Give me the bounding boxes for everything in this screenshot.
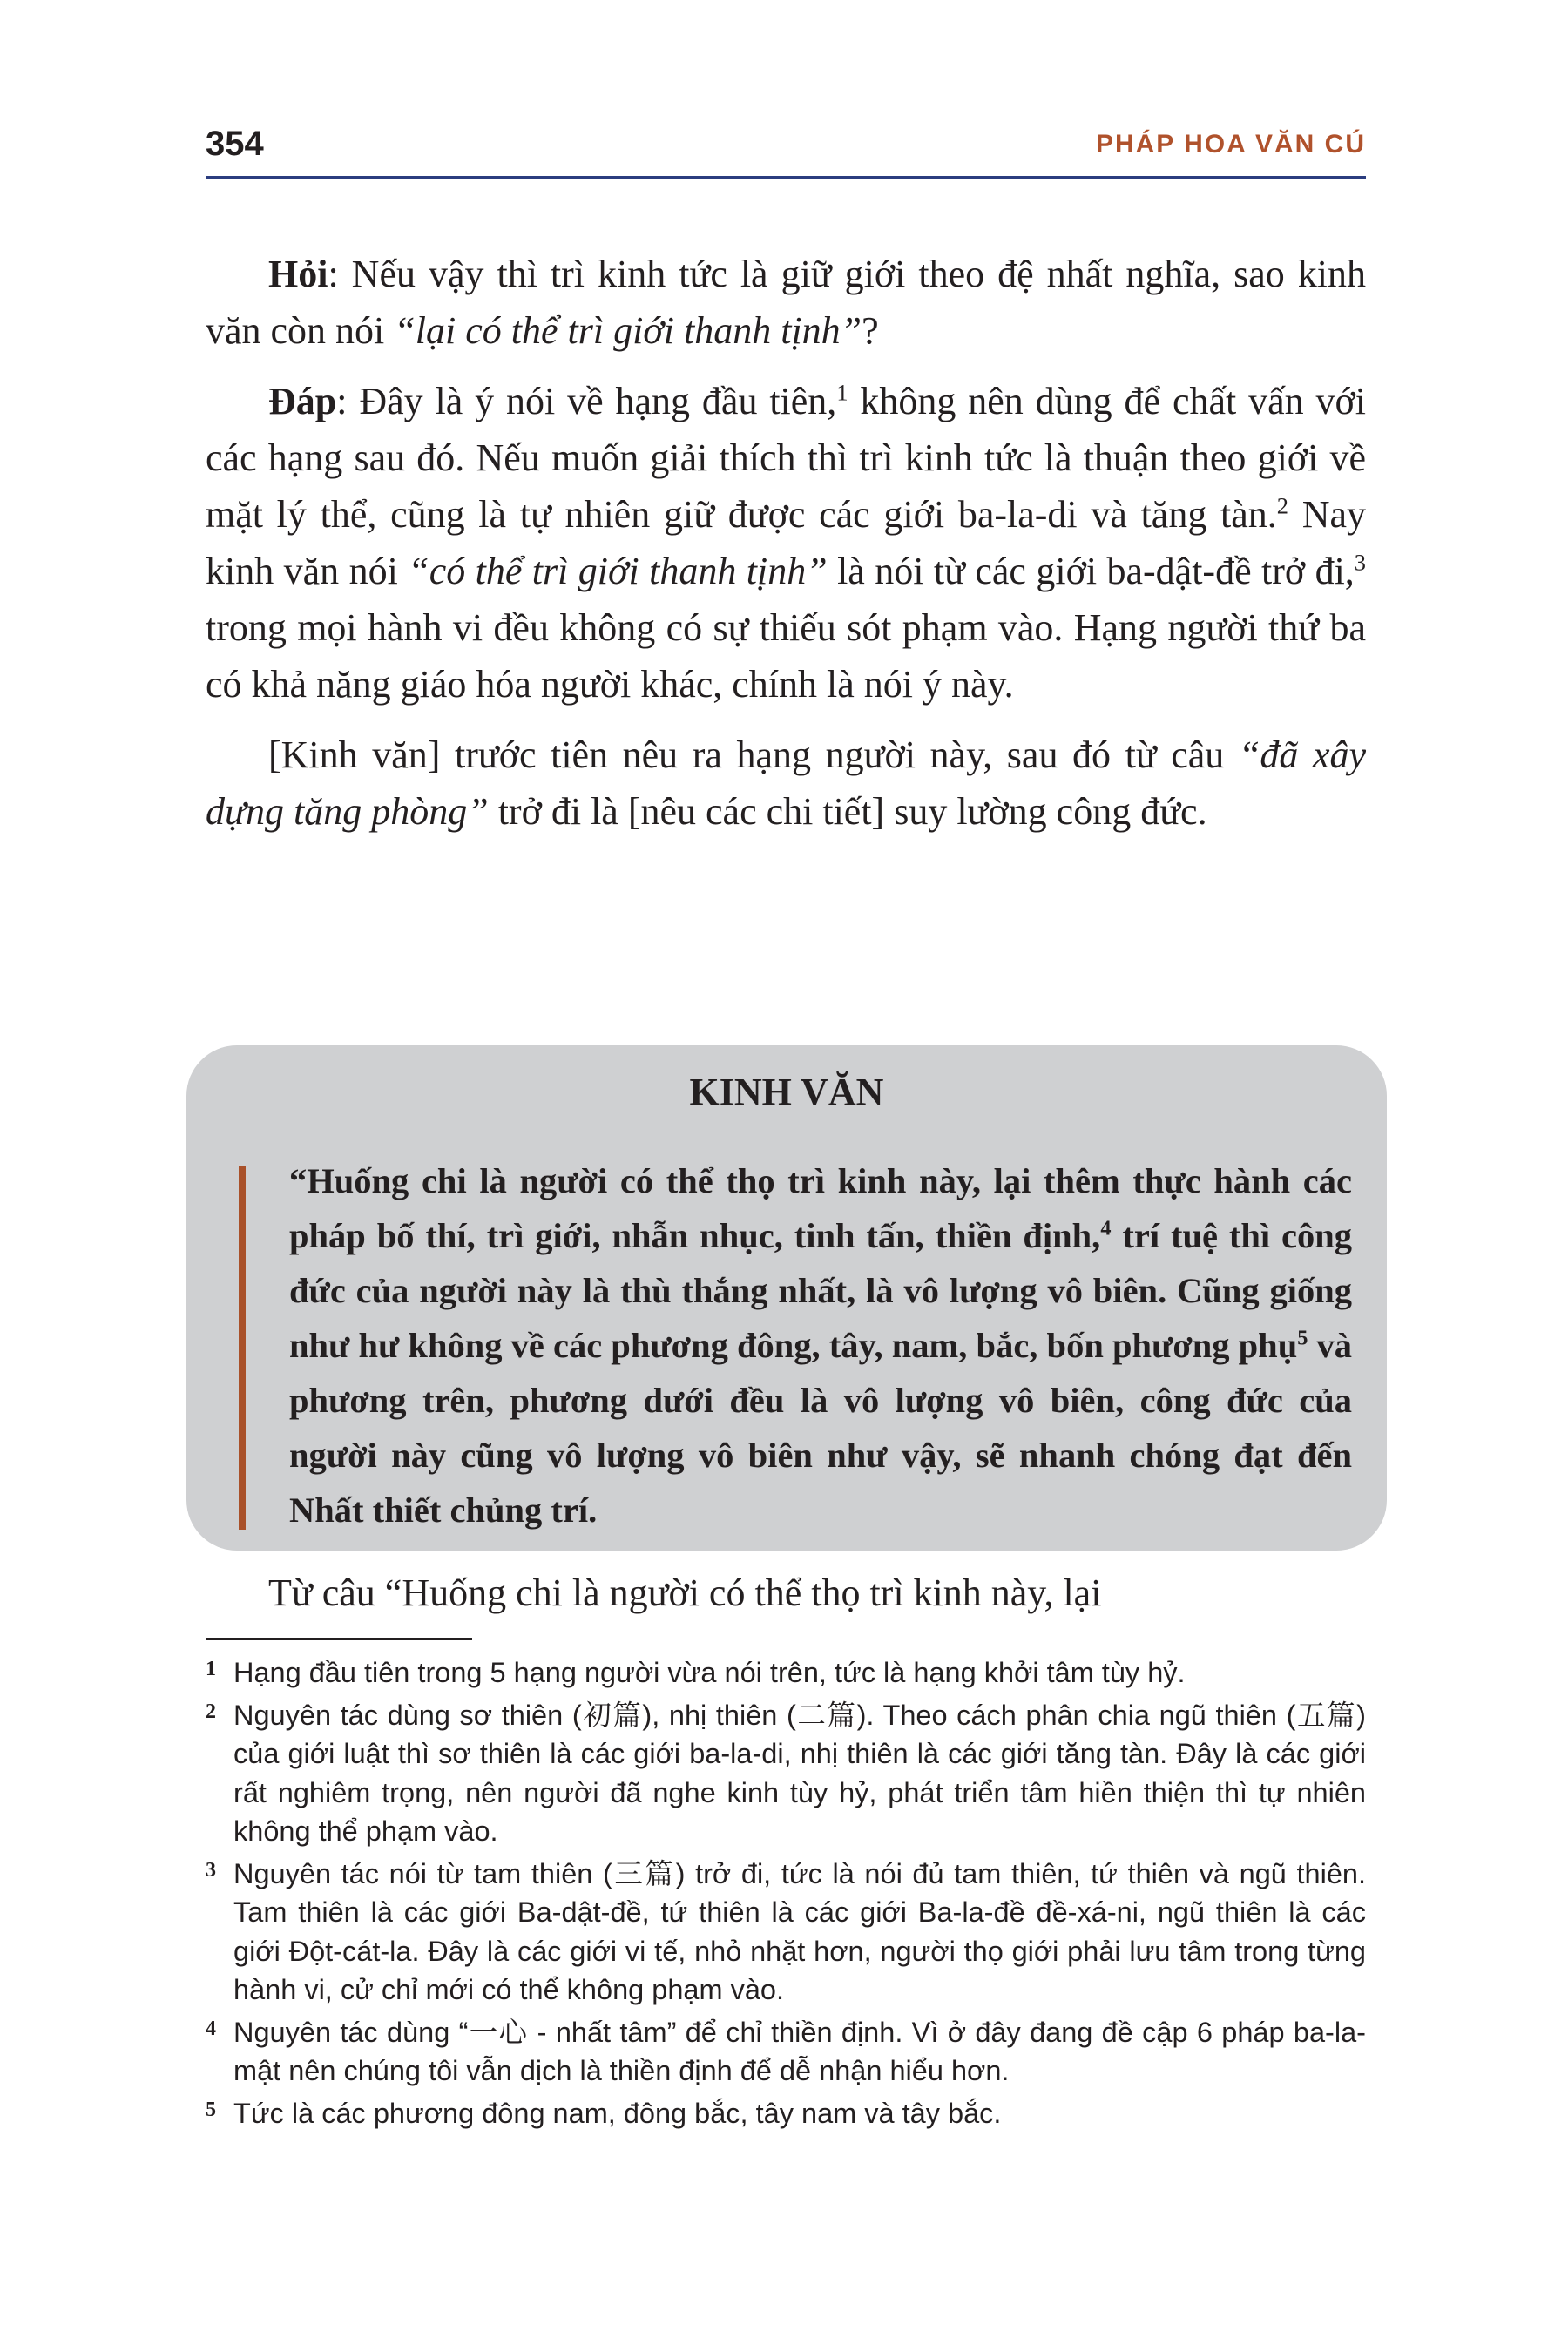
quote: “lại có thể trì giới thanh tịnh”: [394, 309, 862, 352]
footnote-ref-2[interactable]: 2: [1276, 492, 1288, 519]
footnotes: [206, 1653, 1366, 2136]
page-header: [206, 122, 1366, 179]
footnote-text: Hạng đầu tiên trong 5 hạng người vừa nói trên, tức là hạng khởi tâm tùy hỷ.: [233, 1657, 1186, 1688]
sutra-quotation: “Huống chi là người có thể thọ trì kinh này, lại thêm thực hành các pháp bố thí, trì giới, nhẫn nhục, tinh tấn, thiền định,$^4$ trí tuệ thì công đức của người này là thù thắng nhất, là vô lượng vô biên. Cũng giống như hư không về các phương đông, tây, nam, bắc, bốn phương phụ$^5$ và phương trên, phương dưới đều là vô lượng vô biên, công đức của người này cũng vô lượng vô biên như vậy, sẽ nhanh chóng đạt đến Nhất thiết chủng trí.: [289, 1161, 1353, 1530]
paragraph-continuation: Từ câu “Huống chi là người có thể thọ trì kinh này, lại: [268, 1571, 1102, 1614]
sutra-box-title: KINH VĂN: [689, 1071, 884, 1113]
paragraph-commentary: [Kinh văn] trước tiên nêu ra hạng người này, sau đó từ câu “đã xây dựng tăng phòng” trở đi là [nêu các chi tiết] suy lường công đức.: [206, 733, 1366, 833]
paragraph-question: Hỏi: Nếu vậy thì trì kinh tức là giữ giới theo đệ nhất nghĩa, sao kinh văn còn nói “lại có thể trì giới thanh tịnh”?: [206, 253, 1366, 352]
question-label: Hỏi: [268, 253, 328, 295]
running-title: PHÁP HOA VĂN CÚ: [1095, 130, 1366, 159]
page-number: 354: [206, 125, 264, 163]
quote: “có thể trì giới thanh tịnh”: [408, 550, 828, 592]
footnote-number: 5: [206, 2098, 216, 2121]
footnote-number: 1: [206, 1658, 216, 1680]
footnote-rule: [206, 1638, 472, 1640]
footnote-ref-5[interactable]: 5: [1297, 1326, 1308, 1350]
header-rule: [206, 176, 1366, 179]
footnote-text: Tức là các phương đông nam, đông bắc, tây nam và tây bắc.: [233, 2097, 1002, 2129]
footnote-number: 3: [206, 1858, 216, 1882]
body-text: [206, 246, 1366, 854]
footnote-ref-4[interactable]: 4: [1100, 1216, 1112, 1240]
paragraph-answer: Đáp: Đây là ý nói về hạng đầu tiên,$^1$ không nên dùng để chất vấn với các hạng sau đó. Nếu muốn giải thích thì trì kinh tức là thuận theo giới về mặt lý thể, cũng là tự nhiên giữ được các giới ba-la-di và tăng tàn.$^2$ Nay kinh văn nói “có thể trì giới thanh tịnh” là nói từ các giới ba-dật-đề trở đi,$^3$ trong mọi hành vi đều không có sự thiếu sót phạm vào. Hạng người thứ ba có khả năng giáo hóa người khác, chính là nói ý này.: [206, 379, 1366, 706]
footnote-text: Nguyên tác dùng sơ thiên (初篇), nhị thiên (二篇). Theo cách phân chia ngũ thiên (五篇) của giới luật thì sơ thiên là các giới ba-la-di, nhị thiên là các giới tăng tàn. Đây là các giới rất nghiêm trọng, nên người đã nghe kinh tùy hỷ, phát triển tâm hiền thiện thì tự nhiên không thể phạm vào.: [233, 1699, 1366, 1847]
footnote-4: [206, 2013, 1366, 2091]
footnote-1: [206, 1653, 1366, 1693]
footnote-text: Nguyên tác dùng “一心 - nhất tâm” để chỉ thiền định. Vì ở đây đang đề cập 6 pháp ba-la-mật nên chúng tôi vẫn dịch là thiền định để dễ nhận hiểu hơn.: [233, 2016, 1366, 2086]
quote: “đã xây dựng tăng phòng”: [206, 733, 1366, 833]
footnote-number: 4: [206, 2017, 216, 2040]
footnote-text: Nguyên tác nói từ tam thiên (三篇) trở đi, tức là nói đủ tam thiên, tứ thiên và ngũ thiên. Tam thiên là các giới Ba-dật-đề, tứ thiên là các giới Ba-la-đề đề-xá-ni, ngũ thiên là các giới Đột-cát-la. Đây là các giới vi tế, nhỏ nhặt hơn, người thọ giới phải lưu tâm trong từng hành vi, cử chỉ mới có thể không phạm vào.: [233, 1857, 1366, 2005]
footnote-ref-1[interactable]: 1: [836, 379, 848, 406]
footnote-5: [206, 2094, 1366, 2133]
sutra-text-box: [186, 1045, 1387, 1551]
answer-label: Đáp: [268, 380, 337, 422]
footnote-ref-3[interactable]: 3: [1354, 549, 1366, 576]
footnote-3: [206, 1855, 1366, 2010]
footnote-2: [206, 1696, 1366, 1851]
footnote-number: 2: [206, 1700, 216, 1723]
sutra-accent-bar: [239, 1166, 246, 1530]
